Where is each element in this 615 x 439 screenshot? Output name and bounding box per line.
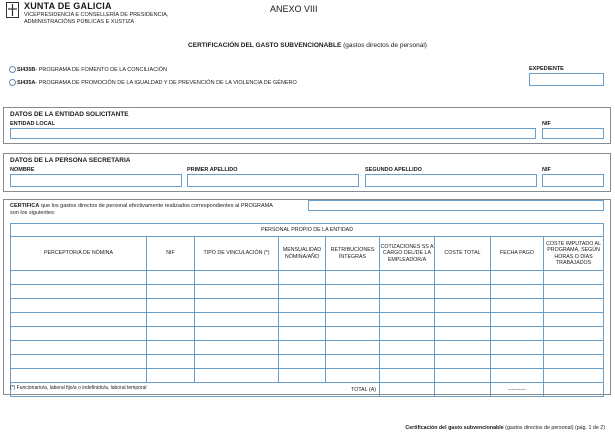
table-cell[interactable] [544,299,604,313]
secretaria-nif-label: NIF [542,167,551,173]
col-header-tipo-vinculacion: TIPO DE VINCULACIÓN (*) [195,237,279,271]
table-cell[interactable] [195,327,279,341]
table-cell[interactable] [491,299,544,313]
page-footer: Certificación del gasto subvencionable (gastos directos de personal) (pág. 1 de 2) [405,425,605,431]
table-cell[interactable] [544,369,604,383]
table-cell[interactable] [11,285,147,299]
table-cell[interactable] [195,271,279,285]
secretaria-section-title: DATOS DE LA PERSONA SECRETARIA [10,157,131,164]
table-cell[interactable] [435,327,491,341]
total-fecha-cell: ---------- [491,383,544,397]
total-cotizaciones-cell[interactable] [380,383,435,397]
total-label: TOTAL (A) [11,383,380,397]
expediente-label: EXPEDIENTE [529,66,564,72]
table-cell[interactable] [326,299,380,313]
col-header-perceptor: PERCEPTOR/A DE NÓMINA [11,237,147,271]
table-row [11,327,604,341]
table-cell[interactable] [147,355,195,369]
table-cell[interactable] [544,341,604,355]
total-imputado-cell[interactable] [544,383,604,397]
document-title: CERTIFICACIÓN DEL GASTO SUBVENCIONABLE (gastos directos de personal) [188,42,427,49]
table-row [11,341,604,355]
entidad-nif-field[interactable] [542,128,604,139]
table-row [11,355,604,369]
segundo-apellido-label: SEGUNDO APELLIDO [365,167,422,173]
table-cell[interactable] [435,299,491,313]
table-cell[interactable] [491,369,544,383]
table-row [11,271,604,285]
col-header-coste-total: COSTE TOTAL [435,237,491,271]
primer-apellido-field[interactable] [187,174,359,187]
table-cell[interactable] [544,271,604,285]
table-row [11,285,604,299]
table-cell[interactable] [491,313,544,327]
col-header-cotizaciones: COTIZACIONES SS A CARGO DEL/DE LA EMPLEADOR/A [380,237,435,271]
table-cell[interactable] [11,271,147,285]
table-cell[interactable] [326,271,380,285]
col-header-nif: NIF [147,237,195,271]
table-cell[interactable] [491,271,544,285]
table-cell[interactable] [544,355,604,369]
table-cell[interactable] [147,271,195,285]
org-name: XUNTA DE GALICIA [24,1,112,11]
table-cell[interactable] [147,285,195,299]
table-row [11,369,604,383]
table-cell[interactable] [11,299,147,313]
table-cell[interactable] [435,271,491,285]
entidad-local-field[interactable] [10,128,536,139]
xunta-logo-icon [6,2,19,18]
table-cell[interactable] [279,341,326,355]
table-cell[interactable] [11,327,147,341]
table-cell[interactable] [279,327,326,341]
table-cell[interactable] [195,299,279,313]
table-cell[interactable] [326,285,380,299]
nombre-label: NOMBRE [10,167,35,173]
table-cell[interactable] [380,313,435,327]
table-cell[interactable] [326,313,380,327]
table-cell[interactable] [279,369,326,383]
table-body [11,271,604,383]
table-cell[interactable] [147,341,195,355]
table-cell[interactable] [544,327,604,341]
segundo-apellido-field[interactable] [365,174,537,187]
expediente-field[interactable] [529,73,604,86]
secretaria-nif-field[interactable] [542,174,604,187]
total-coste-cell[interactable] [435,383,491,397]
table-cell[interactable] [279,271,326,285]
table-cell[interactable] [380,341,435,355]
table-row [11,313,604,327]
table-cell[interactable] [380,299,435,313]
col-header-fecha-pago: FECHA PAGO [491,237,544,271]
footnote: (*) Funcionario/a, laboral fijo/a o indefinido/a, laboral temporal [10,385,147,391]
table-cell[interactable] [435,313,491,327]
table-cell[interactable] [195,341,279,355]
personal-table [10,223,604,397]
col-header-retribuciones: RETRIBUCIONES ÍNTEGRAS [326,237,380,271]
entidad-section-title: DATOS DE LA ENTIDAD SOLICITANTE [10,111,129,118]
table-cell[interactable] [279,299,326,313]
table-cell[interactable] [279,313,326,327]
table-cell[interactable] [380,327,435,341]
table-cell[interactable] [435,355,491,369]
table-cell[interactable] [544,285,604,299]
table-cell[interactable] [11,341,147,355]
table-cell[interactable] [326,327,380,341]
table-cell[interactable] [11,313,147,327]
primer-apellido-label: PRIMER APELLIDO [187,167,238,173]
table-cell[interactable] [435,369,491,383]
certifica-text: CERTIFICA que los gastos directos de personal efectivamente realizados correspondientes al PROGRAMA son los siguientes: [10,203,273,216]
entidad-nif-label: NIF [542,121,551,127]
radio-si435b[interactable] [9,66,16,73]
table-cell[interactable] [380,271,435,285]
table-cell[interactable] [544,313,604,327]
entidad-local-label: ENTIDAD LOCAL [10,121,55,127]
annex-label: ANEXO VIII [270,4,318,14]
table-cell[interactable] [147,327,195,341]
table-section-label: PERSONAL PROPIO DE LA ENTIDAD [11,224,604,237]
table-cell[interactable] [147,313,195,327]
program-option-si435b[interactable]: SI435B - PROGRAMA DE FOMENTO DE LA CONCILIACIÓN [9,66,167,73]
table-cell[interactable] [11,369,147,383]
table-cell[interactable] [491,341,544,355]
table-cell[interactable] [326,369,380,383]
table-cell[interactable] [195,355,279,369]
table-cell[interactable] [435,341,491,355]
table-cell[interactable] [326,341,380,355]
table-cell[interactable] [195,369,279,383]
org-subtitle: VICEPRESIDENCIA E CONSELLERÍA DE PRESIDENCIA, ADMINISTRACIÓNS PÚBLICAS E XUSTIZA [24,12,169,25]
table-cell[interactable] [195,313,279,327]
col-header-coste-imputado: COSTE IMPUTADO AL PROGRAMA, SEGÚN HORAS O DÍAS TRABAJADOS [544,237,604,271]
table-cell[interactable] [380,355,435,369]
table-cell[interactable] [11,355,147,369]
table-cell[interactable] [491,355,544,369]
table-cell[interactable] [491,285,544,299]
col-header-mensualidad: MENSUALIDAD NÓMINA/AÑO [279,237,326,271]
table-cell[interactable] [380,285,435,299]
programa-field[interactable] [308,200,604,211]
table-cell[interactable] [380,369,435,383]
table-cell[interactable] [195,285,279,299]
table-cell[interactable] [491,327,544,341]
table-cell[interactable] [147,369,195,383]
table-cell[interactable] [435,285,491,299]
table-row [11,299,604,313]
table-cell[interactable] [147,299,195,313]
table-header-row [11,237,604,271]
nombre-field[interactable] [10,174,182,187]
table-cell[interactable] [279,355,326,369]
program-option-si435a[interactable]: SI435A - PROGRAMA DE PROMOCIÓN DE LA IGUALDAD Y DE PREVENCIÓN DE LA VIOLENCIA DE GÉNERO [9,79,297,86]
table-cell[interactable] [279,285,326,299]
table-cell[interactable] [326,355,380,369]
radio-si435a[interactable] [9,79,16,86]
